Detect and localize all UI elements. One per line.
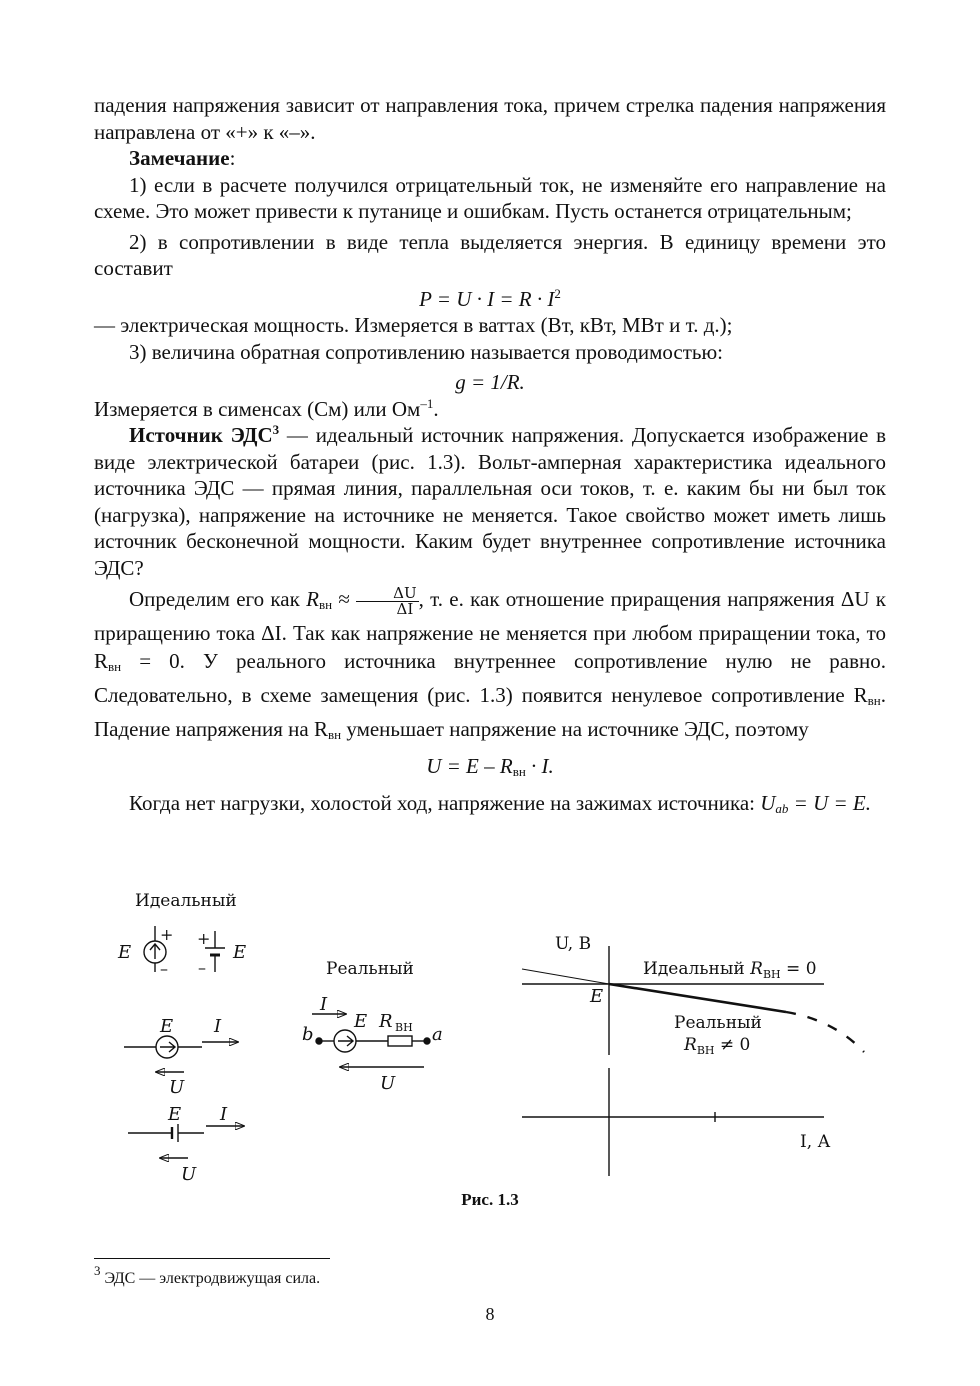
i-axis-label: I, А <box>800 1132 831 1152</box>
label-a: a <box>432 1024 443 1045</box>
definition-paragraph <box>94 585 886 749</box>
footnote-number: 3 <box>94 1263 101 1278</box>
real-curve-extension <box>522 969 609 984</box>
ideal-curve-label <box>643 959 817 981</box>
no-load-u: U <box>760 790 776 815</box>
ideal-curve-r: R <box>750 959 763 979</box>
label-r-sub: ВН <box>395 1021 413 1034</box>
def-a: Определим его как <box>129 587 307 611</box>
fraction-denominator: ΔI <box>396 599 414 618</box>
no-load-sub: ab <box>775 800 789 816</box>
figure-caption: Рис. 1.3 <box>461 1190 519 1209</box>
label-i: I <box>320 994 328 1015</box>
emf-paragraph <box>94 422 886 581</box>
def-c-sub: вн <box>867 693 881 708</box>
siemens-text: Измеряется в сименсах (См) или Ом <box>94 396 421 421</box>
note-item-1: 1) если в расчете получился отрицательный ток, не изменяйте его направление на схеме. Это может привести к путанице и ошибкам. Пусть останется отрицательным; <box>94 172 886 223</box>
note-colon: : <box>229 146 236 170</box>
formula-voltage-b: · I. <box>525 754 554 778</box>
siemens-end: . <box>433 396 439 421</box>
footnote <box>94 1263 321 1288</box>
ideal-curve-sub: ВН <box>762 968 781 981</box>
note-item-2: 2) в сопротивлении в виде тепла выделяется энергия. В единицу времени это составит <box>94 229 886 280</box>
real-curve-neq: ≠ 0 <box>714 1035 751 1055</box>
label-e: E <box>118 942 132 963</box>
ideal-curve-text: Идеальный <box>643 959 751 979</box>
page-number: 8 <box>485 1304 495 1324</box>
label-e: E <box>168 1104 182 1125</box>
formula-power-text: P = U · I = R · I <box>419 286 555 311</box>
emf-title: Источник ЭДС <box>129 423 273 447</box>
main-text <box>94 92 886 822</box>
def-d-sub: вн <box>327 727 342 742</box>
footnote-divider <box>94 1258 330 1259</box>
def-d: . Падение напряжения на R <box>94 683 886 741</box>
terminal-a <box>424 1038 430 1044</box>
note-title: Замечание <box>129 146 230 170</box>
formula-conductance <box>94 369 886 396</box>
formula-conductance-text: g = 1/R. <box>455 370 525 394</box>
no-load-paragraph <box>94 790 886 823</box>
real-curve-r: R <box>684 1035 697 1055</box>
real-curve-sub: ВН <box>696 1044 715 1057</box>
fraction <box>356 583 418 618</box>
label-e: E <box>233 942 247 963</box>
power-description: — электрическая мощность. Измеряется в ваттах (Вт, кВт, МВт и т. д.); <box>94 313 733 337</box>
def-r-sub: вн <box>318 597 333 612</box>
label-u: U <box>169 1077 185 1098</box>
ideal-curve-eq: = 0 <box>780 959 817 979</box>
label-plus: + <box>197 929 211 948</box>
formula-voltage-a: U = E – R <box>426 754 513 778</box>
label-minus: – <box>198 958 206 977</box>
formula-voltage <box>94 753 886 786</box>
formula-power-sup: 2 <box>554 285 561 301</box>
note-heading <box>94 145 886 172</box>
def-e: уменьшает напряжение на источнике ЭДС, поэтому <box>341 717 809 741</box>
real-curve-eq <box>683 1035 750 1057</box>
label-minus: – <box>160 959 168 978</box>
formula-voltage-sub: вн <box>512 764 526 779</box>
def-c: = 0. У реального источника внутреннее сопротивление нулю не равно. Следовательно, в схеме замещения (рис. 1.3) появится ненулевое сопротивление R <box>94 649 886 707</box>
ideal-label: Идеальный <box>135 891 237 911</box>
no-load-text: Когда нет нагрузки, холостой ход, напряжение на зажимах источника: <box>129 790 761 815</box>
siemens-line <box>94 396 886 423</box>
note-item-3: 3) величина обратная сопротивлению называется проводимостью: <box>129 339 723 364</box>
siemens-sup: –1 <box>420 395 434 411</box>
real-curve-label: Реальный <box>674 1013 762 1033</box>
real-curve-dashed <box>786 1012 864 1052</box>
label-e: E <box>354 1011 368 1032</box>
def-r: R <box>306 587 319 611</box>
def-b-sub: вн <box>108 659 122 674</box>
emf-footnote-ref: 3 <box>272 422 280 437</box>
fraction-numerator: ΔU <box>356 586 418 602</box>
formula-power <box>94 286 886 313</box>
footnote-text: ЭДС — электродвижущая сила. <box>100 1270 321 1287</box>
real-curve <box>609 984 786 1012</box>
def-b: , т. е. как отношение приращения напряжения ΔU к приращению тока ΔI. Так как напряжение не меняется при любом приращении тока, то R <box>94 587 887 673</box>
u-axis-label: U, В <box>555 934 592 954</box>
figure-1-3 <box>94 886 886 1186</box>
paragraph: падения напряжения зависит от направления тока, причем стрелка падения напряжения направлена от «+» к «–». <box>94 93 886 144</box>
label-e: E <box>590 986 604 1007</box>
label-u: U <box>181 1164 197 1185</box>
label-r: R <box>379 1011 393 1032</box>
label-i: I <box>220 1104 228 1125</box>
label-i: I <box>214 1016 222 1037</box>
real-label: Реальный <box>326 959 414 979</box>
label-plus: + <box>160 925 174 944</box>
no-load-end: = U = E. <box>788 790 871 815</box>
label-e: E <box>160 1016 174 1037</box>
resistor <box>388 1036 412 1046</box>
label-u: U <box>380 1073 396 1094</box>
def-approx: ≈ <box>332 587 357 611</box>
emf-text: — идеальный источник напряжения. Допускается изображение в виде электрической батареи (рис. 1.3). Вольт-амперная характеристика идеального источника ЭДС — прямая линия, параллельная оси токов, т. е. каким бы ни был ток (нагрузка), напряжение на источнике не меняется. Такое свойство может иметь лишь источник бесконечной мощности. Каким будет внутреннее сопротивление источника ЭДС? <box>94 423 886 580</box>
label-b: b <box>302 1024 314 1045</box>
